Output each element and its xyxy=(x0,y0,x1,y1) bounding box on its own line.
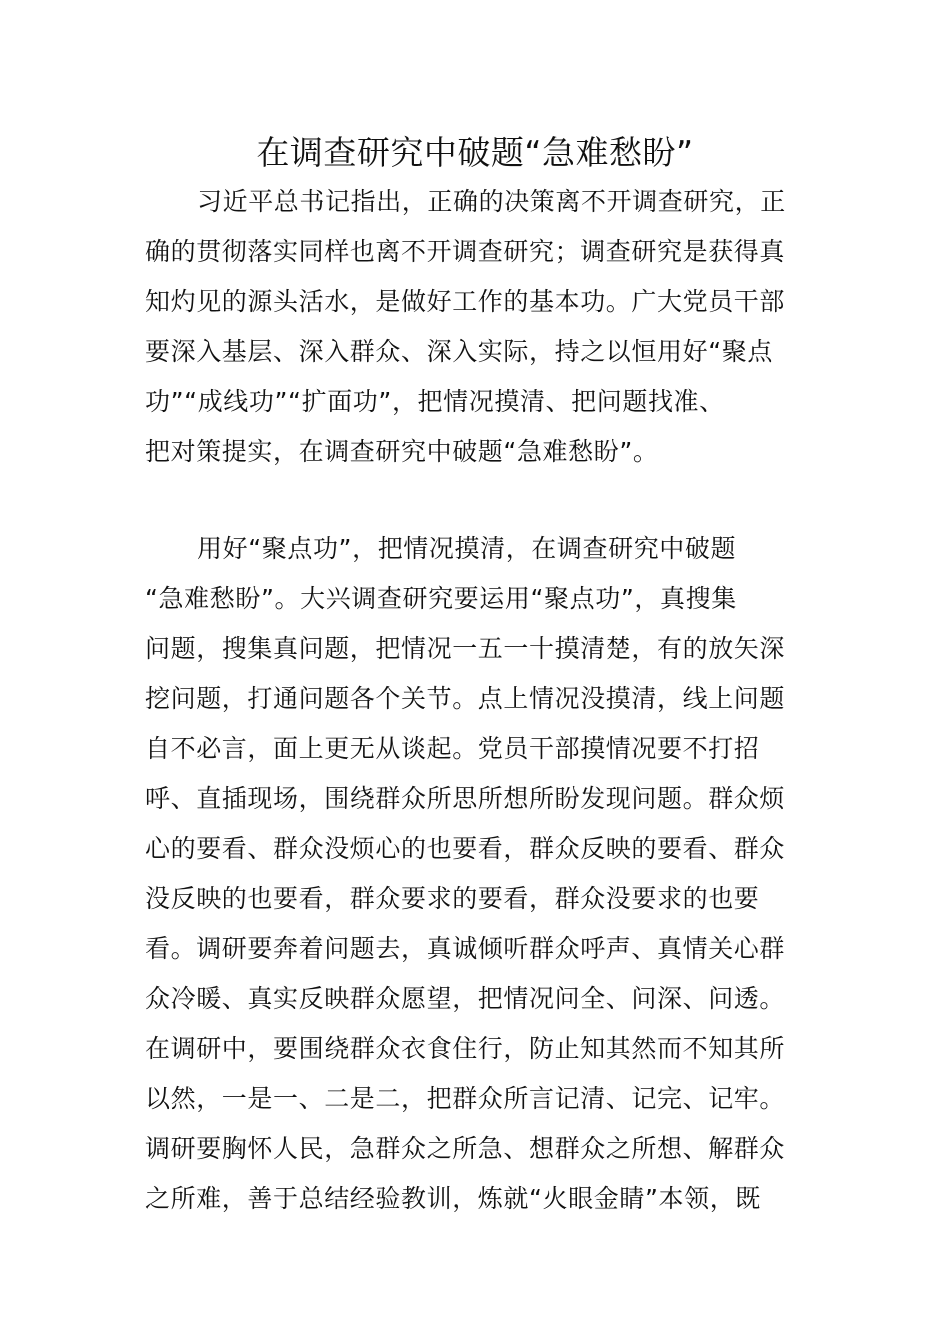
text-line: 把对策提实，在调查研究中破题“急难愁盼”。 xyxy=(145,437,659,466)
text-line: “急难愁盼”。大兴调查研究要运用“聚点功”，真搜集 xyxy=(145,584,737,613)
text-line: 功”“成线功”“扩面功”，把情况摸清、把问题找准、 xyxy=(145,387,725,416)
text-line: 用好“聚点功”，把情况摸清，在调查研究中破题 xyxy=(197,534,737,563)
text-line: 以然，一是一、二是二，把群众所言记清、记完、记牢。 xyxy=(145,1084,786,1113)
document-title: 在调查研究中破题“急难愁盼” xyxy=(256,133,694,172)
text-line: 调研要胸怀人民，急群众之所急、想群众之所想、解群众 xyxy=(145,1134,786,1163)
paragraph-1 xyxy=(145,177,807,477)
text-line: 众冷暖、真实反映群众愿望，把情况问全、问深、问透。 xyxy=(145,984,786,1013)
text-line: 问题，搜集真问题，把情况一五一十摸清楚，有的放矢深 xyxy=(145,634,786,663)
text-line: 挖问题，打通问题各个关节。点上情况没摸清，线上问题 xyxy=(145,684,786,713)
text-line: 没反映的也要看，群众要求的要看，群众没要求的也要 xyxy=(145,884,760,913)
paragraph-2 xyxy=(145,524,807,1224)
text-line: 自不必言，面上更无从谈起。党员干部摸情况要不打招 xyxy=(145,734,760,763)
text-line: 习近平总书记指出，正确的决策离不开调查研究，正 xyxy=(197,187,786,216)
text-line: 知灼见的源头活水，是做好工作的基本功。广大党员干部 xyxy=(145,287,786,316)
text-line: 之所难，善于总结经验教训，炼就“火眼金睛”本领，既 xyxy=(145,1184,761,1213)
text-line: 确的贯彻落实同样也离不开调查研究；调查研究是获得真 xyxy=(145,237,786,266)
text-line: 呼、直插现场，围绕群众所思所想所盼发现问题。群众烦 xyxy=(145,784,786,813)
text-line: 在调研中，要围绕群众衣食住行，防止知其然而不知其所 xyxy=(145,1034,786,1063)
text-line: 看。调研要奔着问题去，真诚倾听群众呼声、真情关心群 xyxy=(145,934,786,963)
text-line: 要深入基层、深入群众、深入实际，持之以恒用好“聚点 xyxy=(145,337,773,366)
text-line: 心的要看、群众没烦心的也要看，群众反映的要看、群众 xyxy=(145,834,786,863)
